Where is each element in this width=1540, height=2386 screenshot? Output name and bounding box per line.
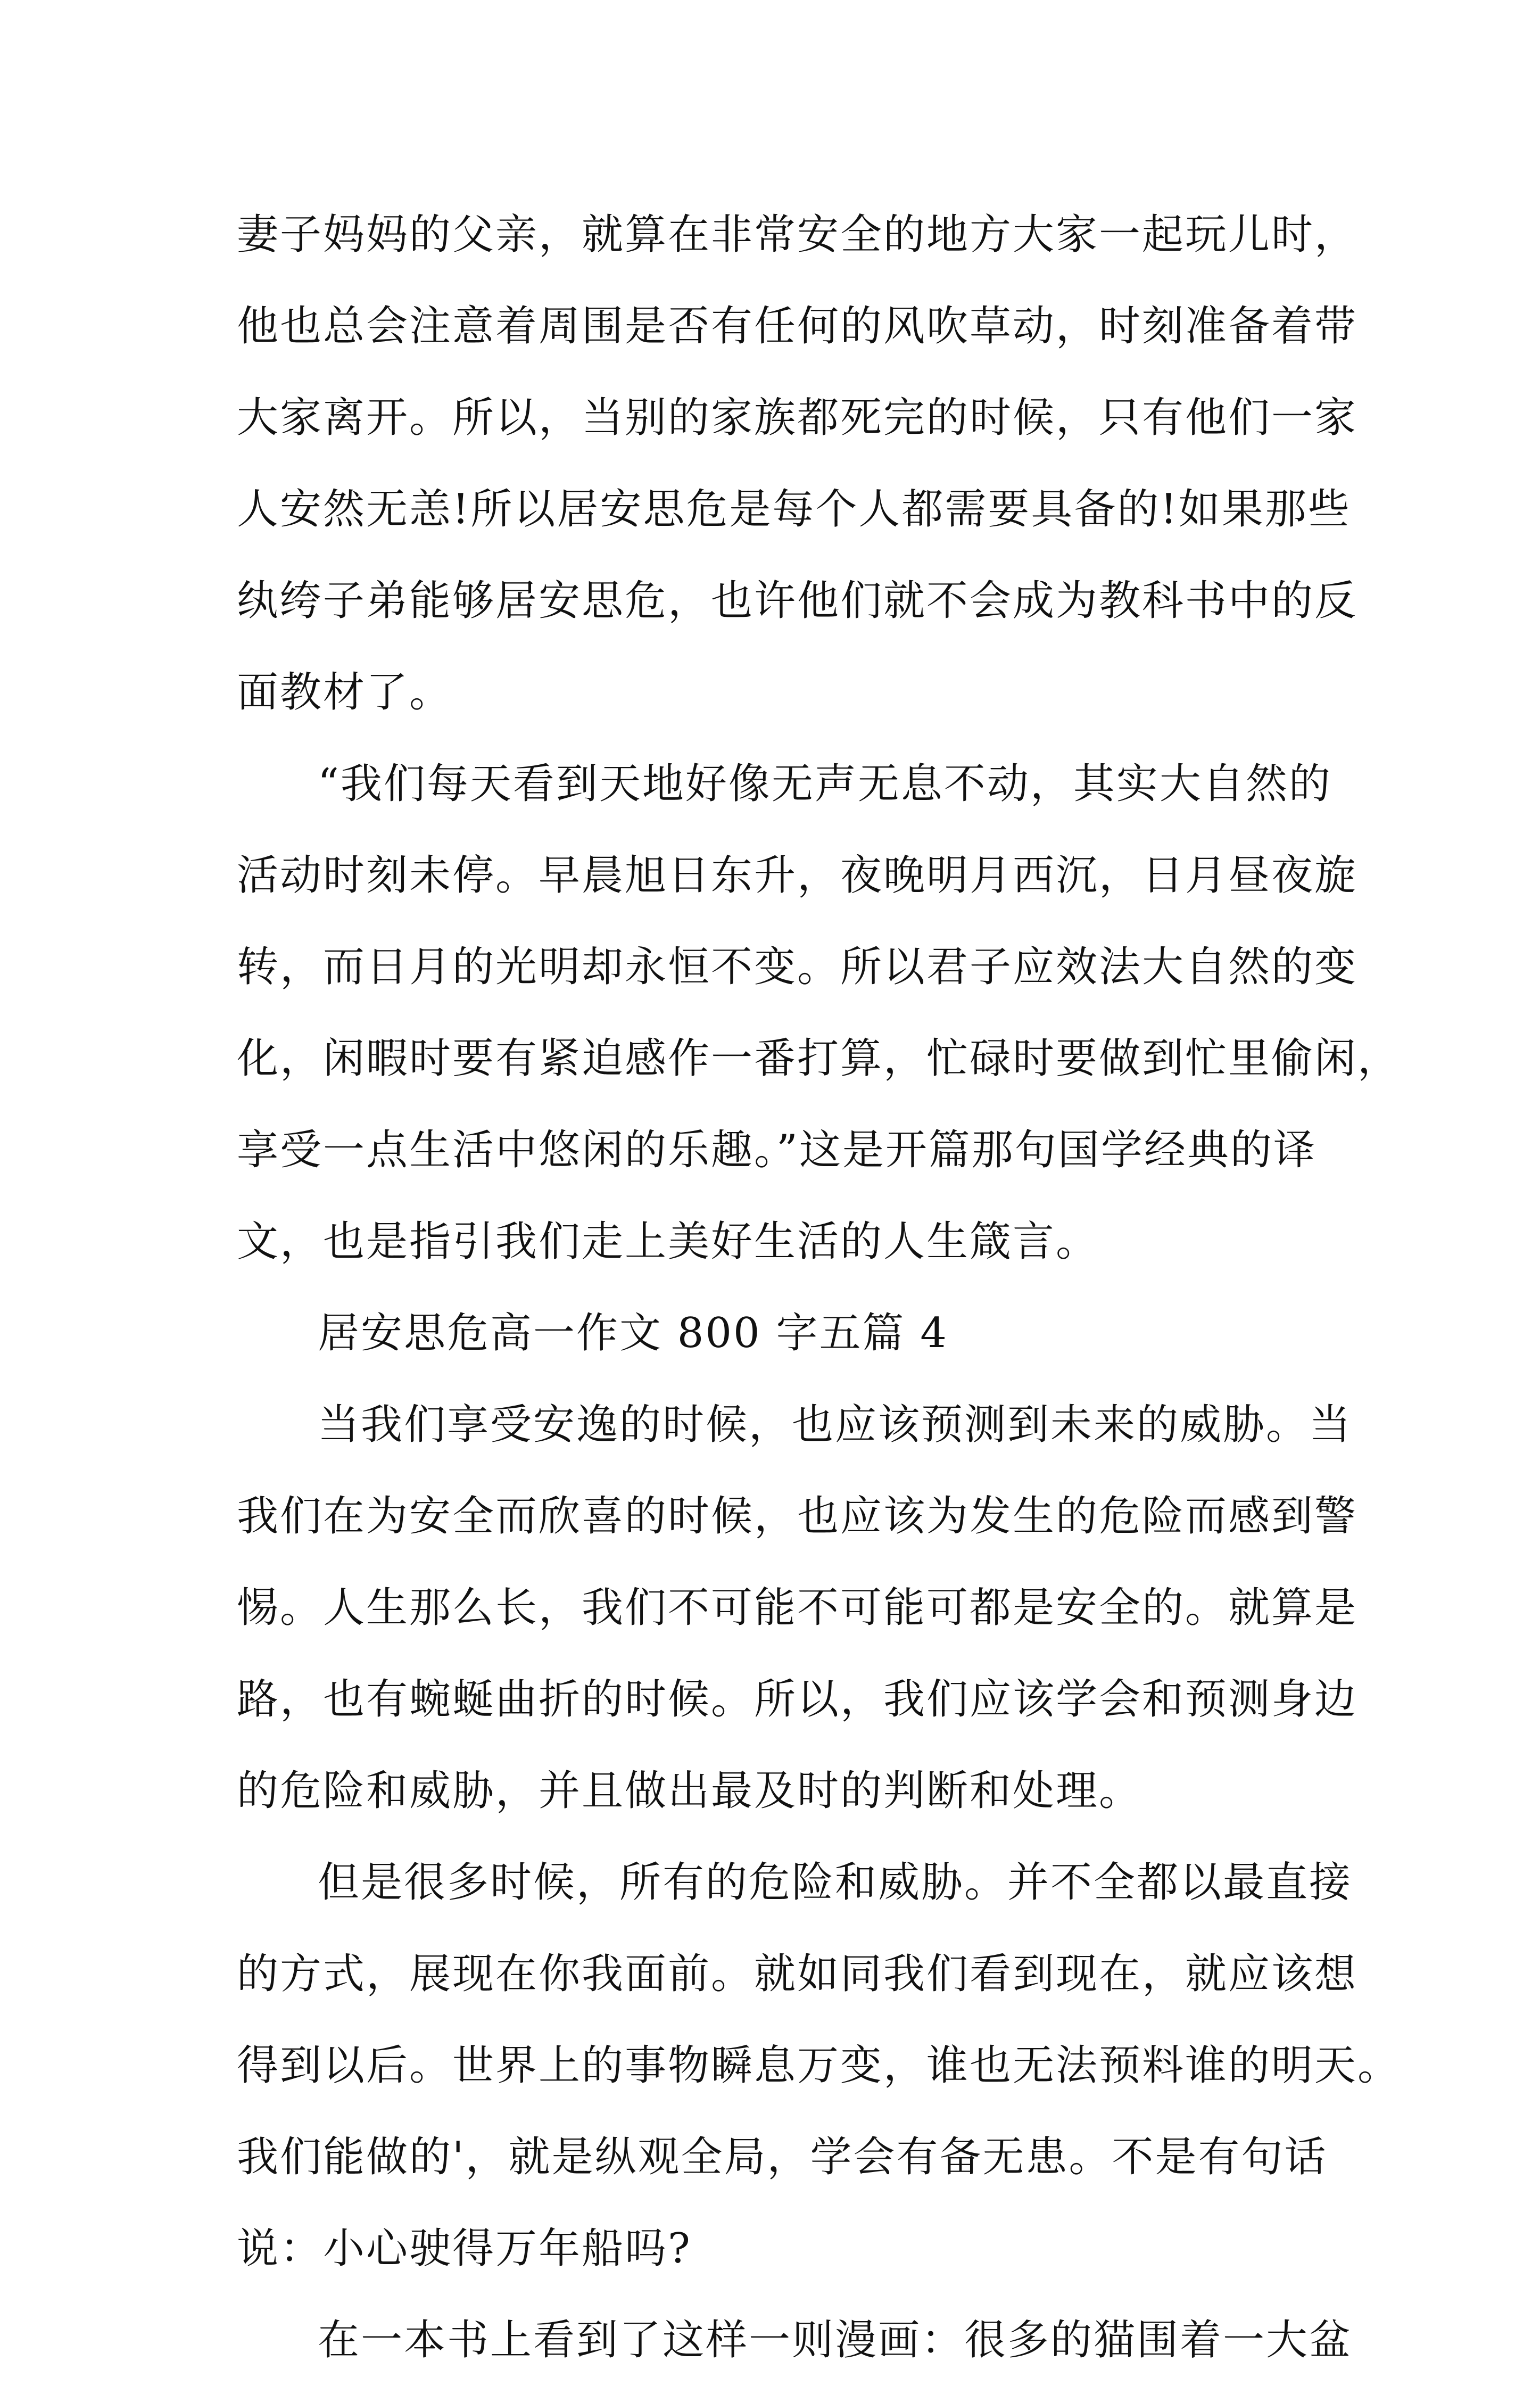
text-line: 面教材了。: [237, 668, 453, 716]
text-line: 人安然无恙!所以居安思危是每个人都需要具备的!如果那些: [237, 485, 1351, 533]
text-line: 得到以后。世界上的事物瞬息万变，谁也无法预料谁的明天。: [237, 2042, 1401, 2090]
text-line: 妻子妈妈的父亲，就算在非常安全的地方大家一起玩儿时，: [237, 211, 1358, 259]
text-line: 我们在为安全而欣喜的时候，也应该为发生的危险而感到警: [237, 1492, 1358, 1540]
text-line: 享受一点生活中悠闲的乐趣。”这是开篇那句国学经典的译: [237, 1126, 1317, 1174]
section-heading: 居安思危高一作文 800 字五篇 4: [318, 1309, 948, 1357]
text-line: 在一本书上看到了这样一则漫画：很多的猫围着一大盆: [318, 2316, 1353, 2364]
text-line: 纨绔子弟能够居安思危，也许他们就不会成为教科书中的反: [237, 577, 1358, 625]
text-line: 惕。人生那么长，我们不可能不可能可都是安全的。就算是: [237, 1584, 1358, 1632]
text-line: 大家离开。所以，当别的家族都死完的时候，只有他们一家: [237, 394, 1358, 442]
text-line: 化，闲暇时要有紧迫感作一番打算，忙碌时要做到忙里偷闲，: [237, 1035, 1401, 1083]
body-text: [237, 189, 1401, 2386]
text-line: 但是很多时候，所有的危险和威胁。并不全都以最直接: [318, 1859, 1353, 1906]
text-line: 我们能做的'，就是纵观全局，学会有备无患。不是有句话: [237, 2133, 1328, 2181]
text-line: “我们每天看到天地好像无声无息不动，其实大自然的: [318, 760, 1332, 808]
text-line: 活动时刻未停。早晨旭日东升，夜晚明月西沉，日月昼夜旋: [237, 852, 1358, 899]
text-line: 说：小心驶得万年船吗?: [237, 2225, 692, 2273]
text-line: 的危险和威胁，并且做出最及时的判断和处理。: [237, 1767, 1142, 1815]
text-line: 当我们享受安逸的时候，也应该预测到未来的威胁。当: [318, 1401, 1353, 1449]
text-line: 转，而日月的光明却永恒不变。所以君子应效法大自然的变: [237, 943, 1358, 991]
text-line: 路，也有蜿蜒曲折的时候。所以，我们应该学会和预测身边: [237, 1675, 1358, 1723]
text-line: 他也总会注意着周围是否有任何的风吹草动，时刻准备着带: [237, 302, 1358, 350]
text-line: 文，也是指引我们走上美好生活的人生箴言。: [237, 1218, 1099, 1266]
text-line: 的方式，展现在你我面前。就如同我们看到现在，就应该想: [237, 1950, 1358, 1998]
